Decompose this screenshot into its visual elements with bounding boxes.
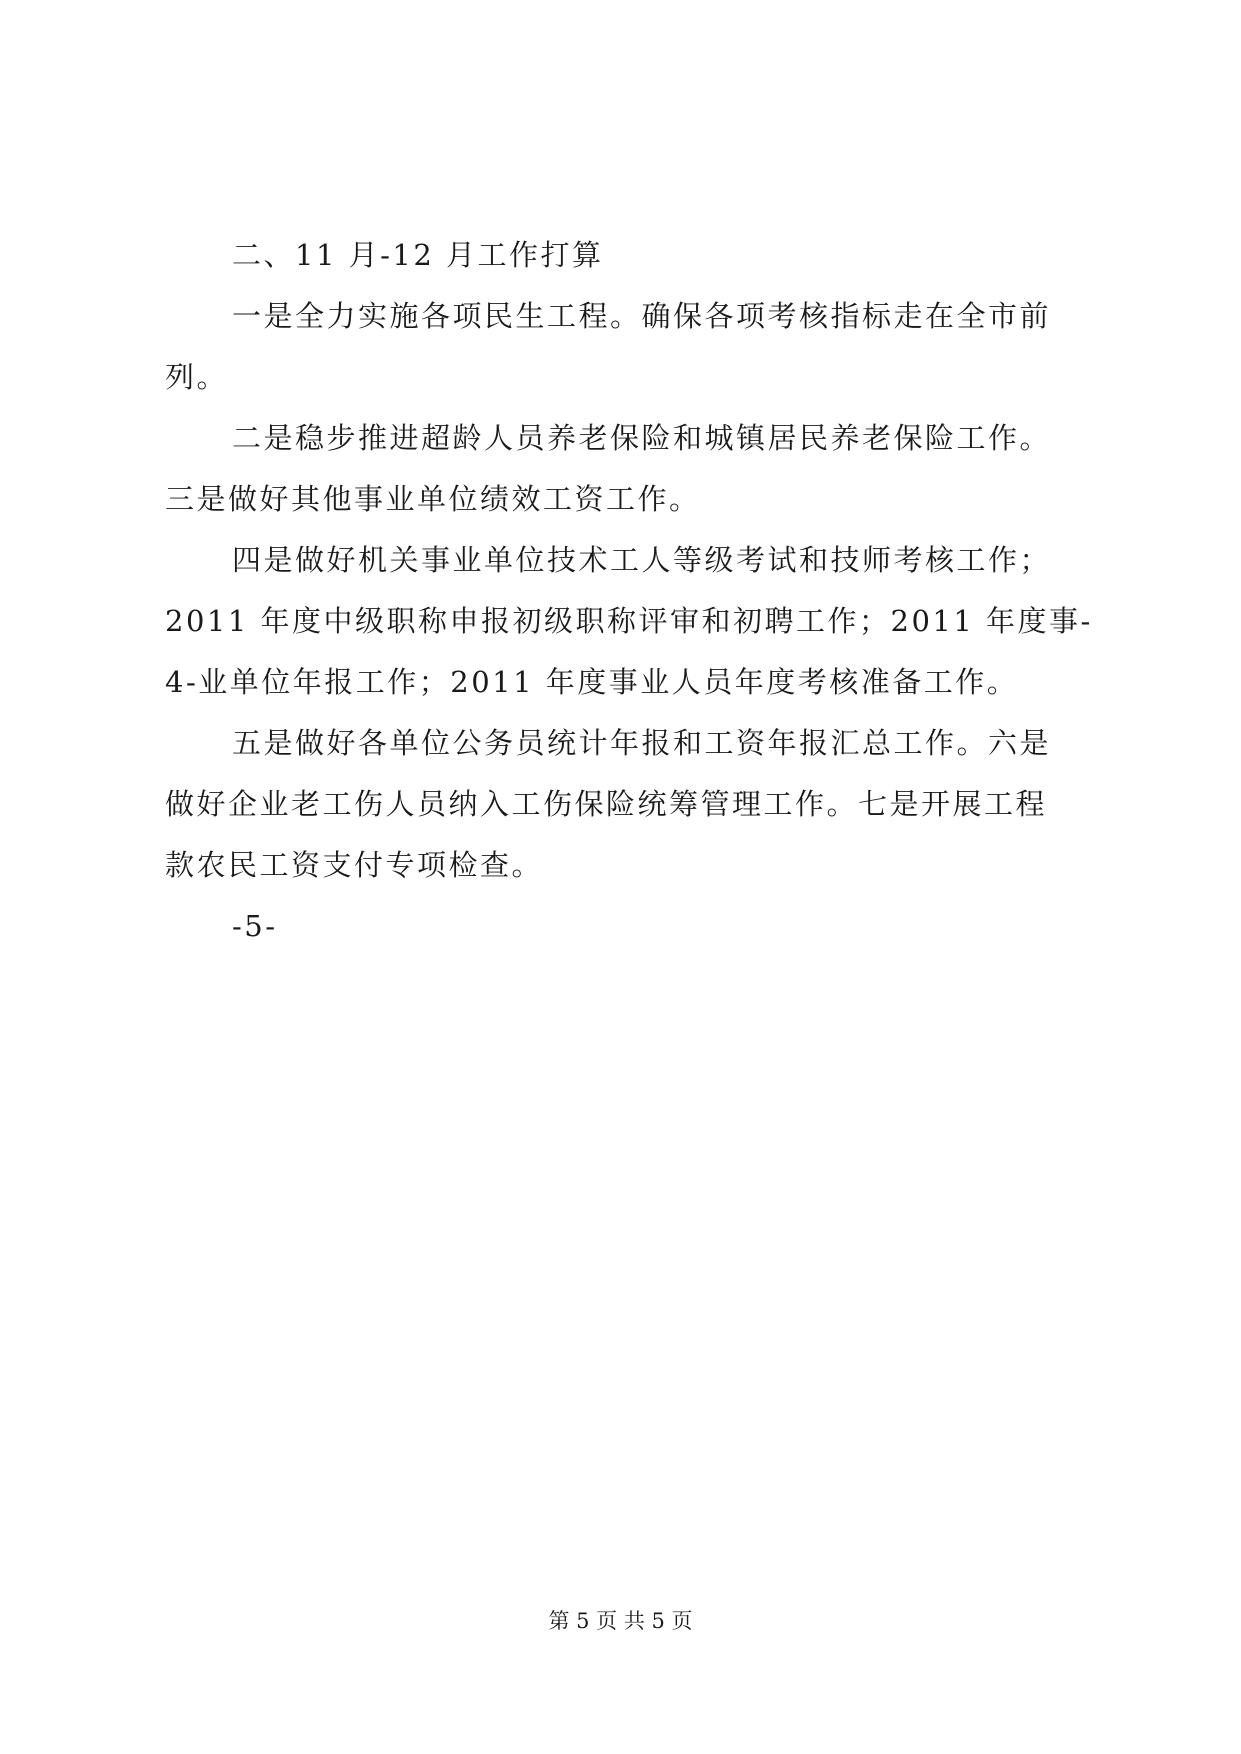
paragraph-line: 五是做好各单位公务员统计年报和工资年报汇总工作。六是: [232, 726, 1052, 760]
paragraph-line: 二是稳步推进超龄人员养老保险和城镇居民养老保险工作。: [232, 421, 1052, 455]
paragraph-line: 款农民工资支付专项检查。: [165, 848, 544, 882]
inline-page-number: -5-: [232, 909, 278, 943]
page-footer: 第 5 页 共 5 页: [548, 1609, 693, 1633]
paragraph-line: 4-业单位年报工作；2011 年度事业人员年度考核准备工作。: [165, 665, 1019, 699]
paragraph-line: 2011 年度中级职称申报初级职称评审和初聘工作；2011 年度事-: [165, 604, 1093, 638]
paragraph-line: 做好企业老工伤人员纳入工伤保险统筹管理工作。七是开展工程: [165, 787, 1048, 821]
paragraph-line: 一是全力实施各项民生工程。确保各项考核指标走在全市前: [232, 299, 1052, 333]
paragraph-line: 四是做好机关事业单位技术工人等级考试和技师考核工作；: [232, 543, 1052, 577]
paragraph-line: 列。: [165, 360, 229, 394]
paragraph-line: 三是做好其他事业单位绩效工资工作。: [165, 482, 701, 516]
section-heading: 二、11 月-12 月工作打算: [232, 238, 604, 272]
